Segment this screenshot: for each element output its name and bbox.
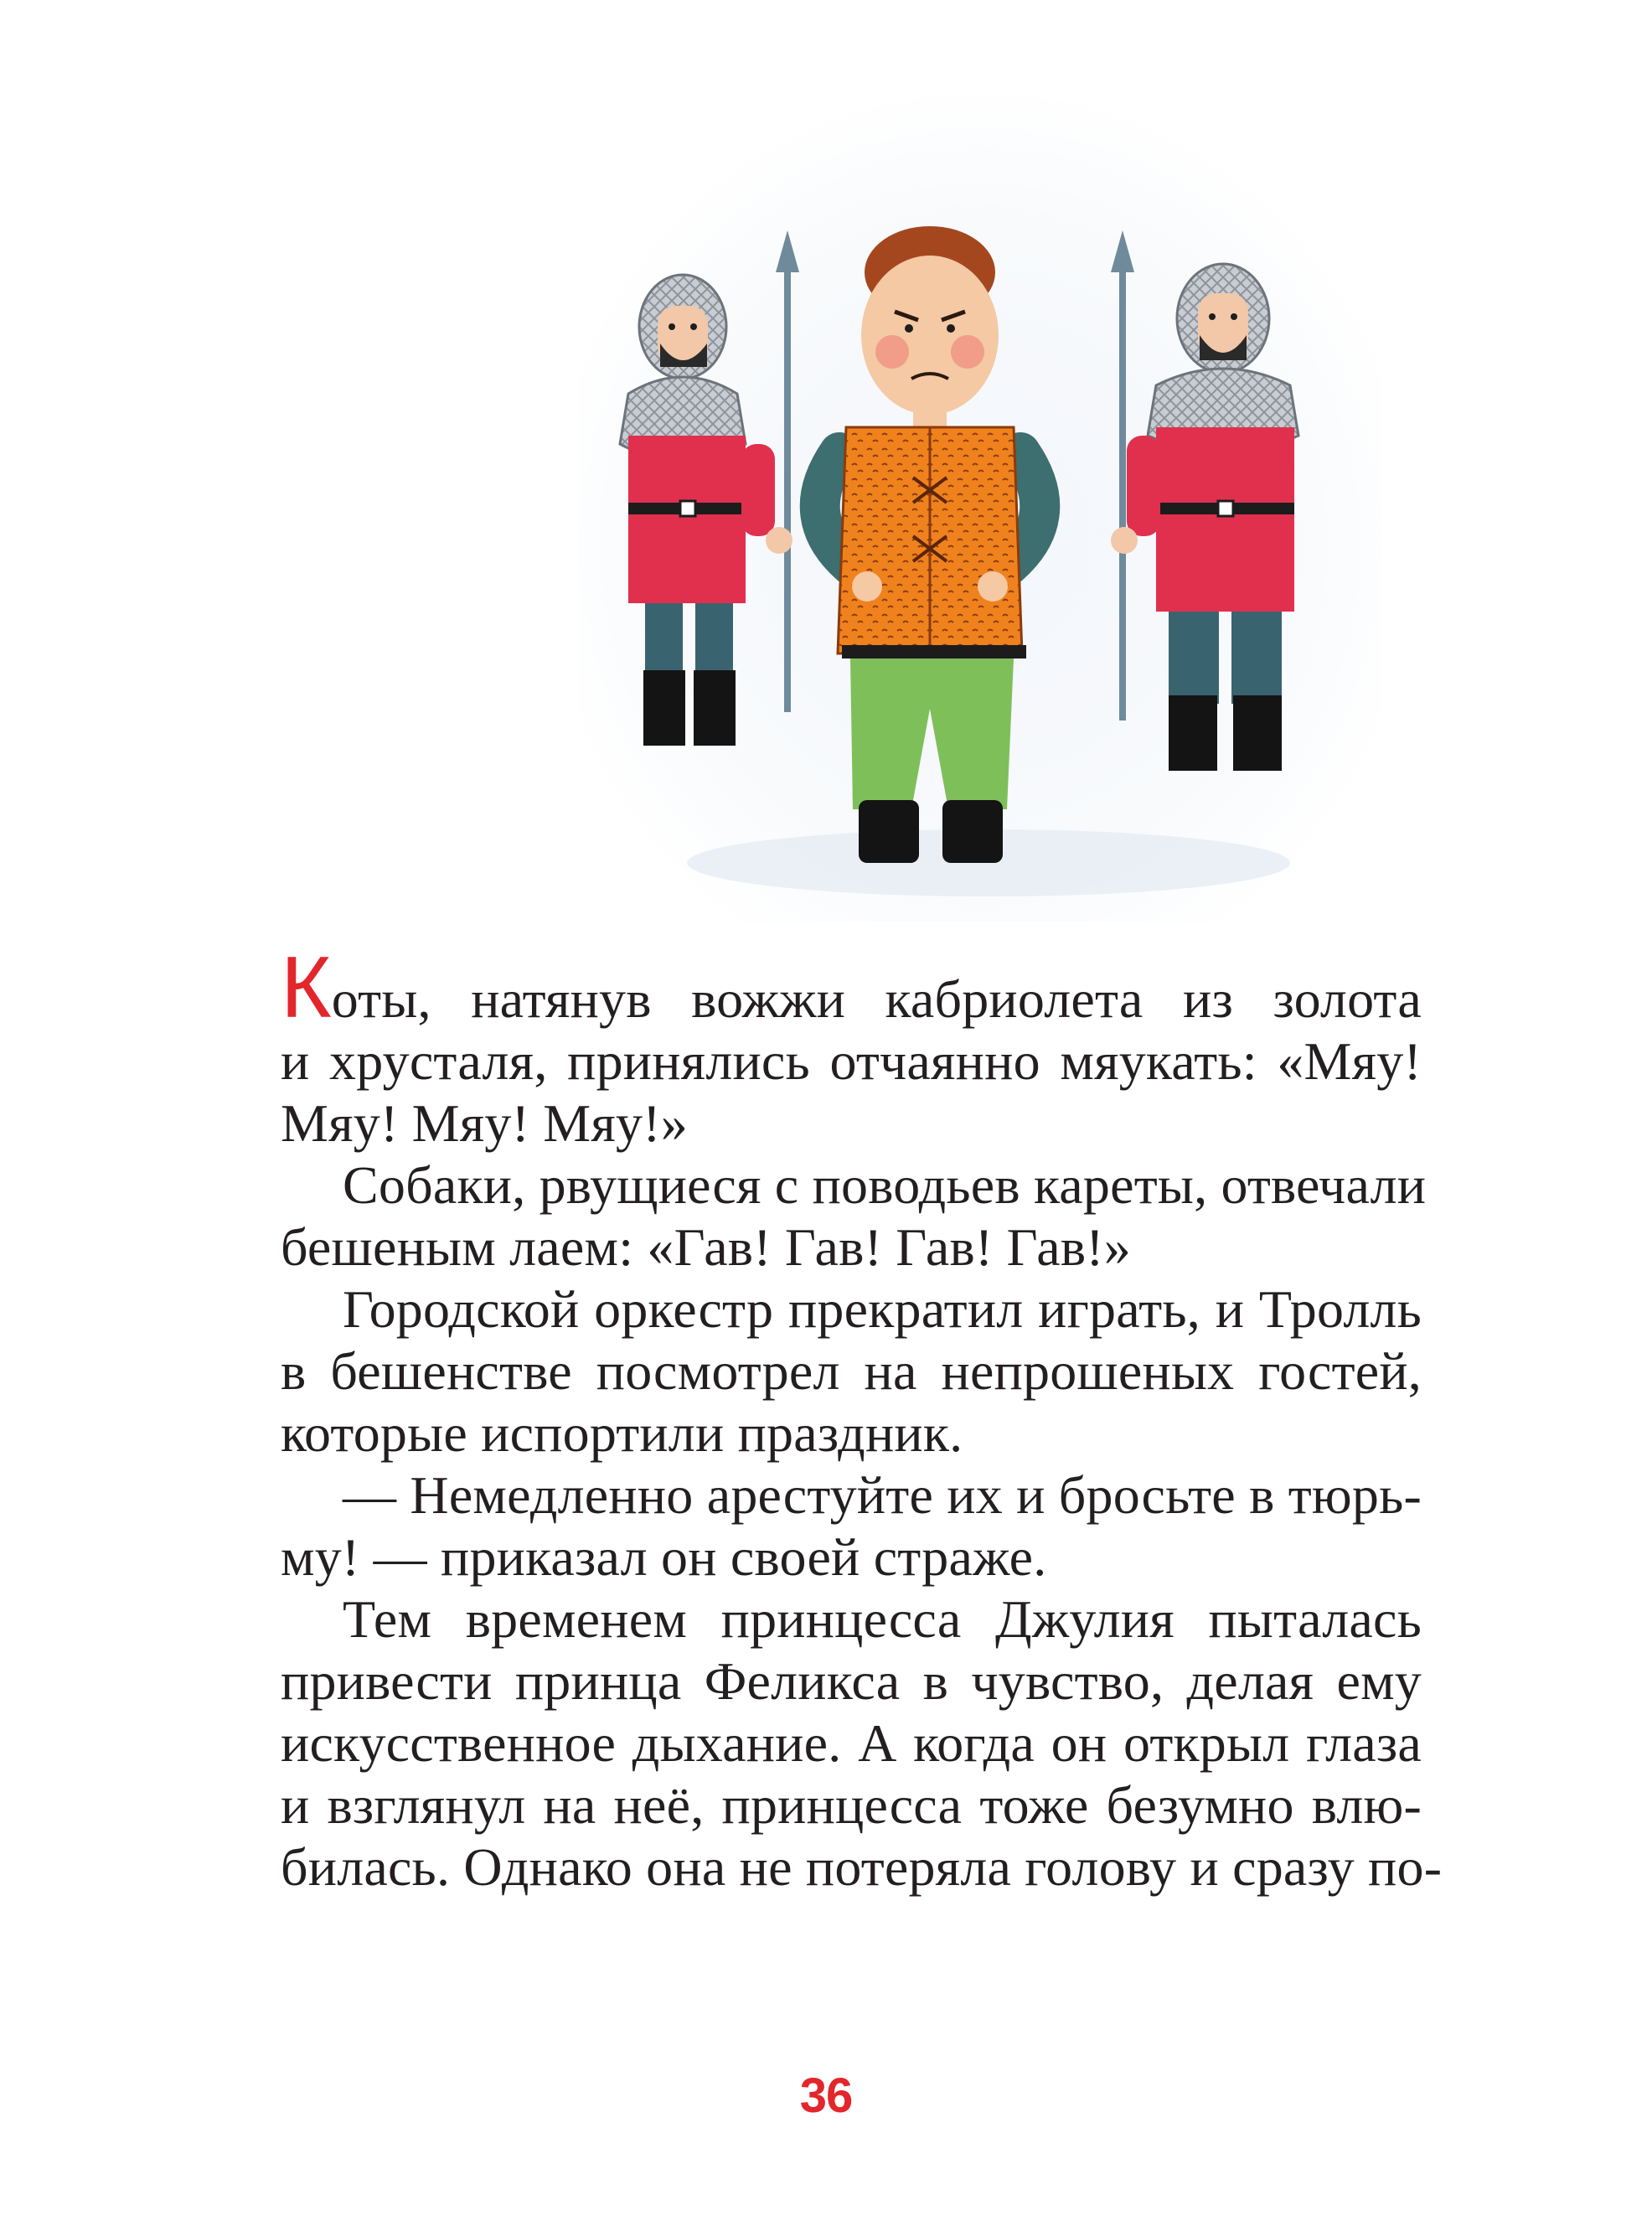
text-line: Коты, натянув вожжи кабриолета из золота [281, 939, 1422, 1036]
text-line: в бешенстве посмотрел на непрошеных гостей, [281, 1341, 1422, 1401]
paragraph-1 [281, 939, 1422, 1154]
text-line: му! — приказал он своей страже. [281, 1527, 1047, 1587]
story-illustration [578, 84, 1382, 922]
text-line: Городской оркестр прекратил играть, и Тролль [343, 1279, 1422, 1339]
text-line: — Немедленно арестуйте их и бросьте в тюрь- [343, 1465, 1422, 1525]
text-line: Мяу! Мяу! Мяу!» [281, 1093, 688, 1153]
story-text [281, 939, 1443, 1898]
guards-and-troll-image [578, 84, 1382, 922]
page-number: 36 [799, 2068, 853, 2123]
paragraph-2 [281, 1154, 1427, 1278]
text-line: привести принца Феликса в чувство, делая ему [281, 1651, 1422, 1711]
paragraph-4 [281, 1464, 1422, 1588]
text-line: Собаки, рвущиеся с поводьев кареты, отвечали [343, 1155, 1427, 1215]
text-line: искусственное дыхание. А когда он открыл глаза [281, 1713, 1422, 1773]
paragraph-3 [281, 1278, 1422, 1464]
text-line: которые испортили праздник. [281, 1403, 963, 1463]
text-line: и хрусталя, принялись отчаянно мяукать: «Мяу! [281, 1031, 1422, 1091]
drop-cap: К [281, 939, 332, 1036]
text-line: Тем временем принцесса Джулия пыталась [343, 1589, 1422, 1649]
paragraph-5 [281, 1588, 1443, 1898]
text-line: и взглянул на неё, принцесса тоже безумно влю- [281, 1775, 1422, 1835]
text-line: билась. Однако она не потеряла голову и сразу по- [281, 1837, 1443, 1897]
text-line: бешеным лаем: «Гав! Гав! Гав! Гав!» [281, 1217, 1131, 1277]
